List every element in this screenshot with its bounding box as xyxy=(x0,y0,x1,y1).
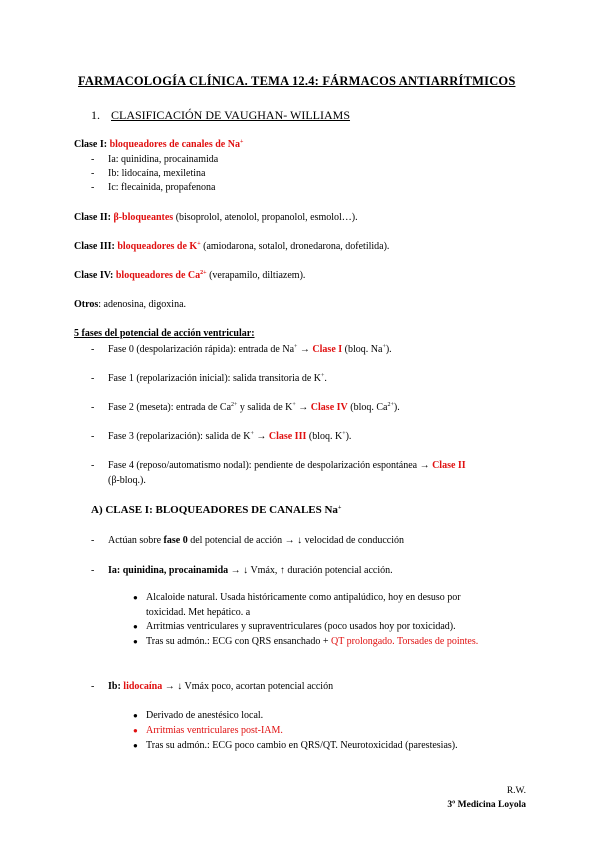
bullet-icon: ● xyxy=(133,622,138,631)
class-iii-desc: bloqueadores de K+ xyxy=(117,241,201,252)
ia-line: Ia: quinidina, procainamida → ↓ Vmáx, ↑ duración potencial acción. xyxy=(108,565,393,576)
section-1-heading xyxy=(91,108,350,123)
class-i-item: Ic: flecainida, propafenona xyxy=(108,182,216,193)
class-i-item: Ib: lidocaína, mexiletina xyxy=(108,168,206,179)
ia-bullet-cont: toxicidad. Met hepático. a xyxy=(146,607,251,618)
actuan-line: Actúan sobre fase 0 del potencial de acción → ↓ velocidad de conducción xyxy=(108,535,405,546)
document-title: FARMACOLOGÍA CLÍNICA. TEMA 12.4: FÁRMACOS ANTIARRÍTMICOS xyxy=(78,74,516,88)
section-1-label: CLASIFICACIÓN DE VAUGHAN- WILLIAMS xyxy=(111,108,351,122)
class-i-desc: bloqueadores de canales de Na+ xyxy=(109,139,244,150)
class-ii-label: Clase II: xyxy=(74,212,111,223)
ia-bullet: Alcaloide natural. Usada históricamente como antipalúdico, hoy en desuso por xyxy=(146,592,461,603)
bullet-icon: ● xyxy=(133,637,138,646)
ib-bullet: Arritmias ventriculares post-IAM. xyxy=(146,725,283,736)
class-iii-drugs: (amiodarona, sotalol, dronedarona, dofetilida). xyxy=(203,241,390,252)
bullet-icon: ● xyxy=(133,741,138,750)
otros-label: Otros xyxy=(74,299,99,310)
ib-bullet: Derivado de anestésico local. xyxy=(146,710,264,721)
section-1-number: 1. xyxy=(91,108,100,122)
class-i-line xyxy=(74,139,243,150)
ia-bullet: Arritmias ventriculares y supraventriculares (poco usados hoy por toxicidad). xyxy=(146,621,456,632)
ia-bullet: Tras su admón.: ECG con QRS ensanchado + QT prolongado. Torsades de pointes. xyxy=(146,636,479,647)
bullet-icon: ● xyxy=(133,593,138,602)
bullet-icon: ● xyxy=(133,711,138,720)
class-i-item: Ia: quinidina, procainamida xyxy=(108,154,219,165)
phase-1: Fase 1 (repolarización inicial): salida transitoria de K+. xyxy=(108,373,327,384)
ib-bullet: Tras su admón.: ECG poco cambio en QRS/QT. Neurotoxicidad (parestesias). xyxy=(146,740,458,751)
phase-0: Fase 0 (despolarización rápida): entrada de Na+ → Clase I (bloq. Na+). xyxy=(108,344,392,355)
section-a-heading: A) CLASE I: BLOQUEADORES DE CANALES Na+ xyxy=(91,504,342,516)
footer-author: R.W. xyxy=(506,786,526,796)
class-iv-drugs: (verapamilo, diltiazem). xyxy=(209,270,306,281)
phase-4: Fase 4 (reposo/automatismo nodal): pendiente de despolarización espontánea → Clase II xyxy=(108,460,466,471)
class-iv-label: Clase IV: xyxy=(74,270,114,281)
phase-4-cont: (β-bloq.). xyxy=(108,475,146,486)
class-iv-line xyxy=(74,270,305,281)
ib-line: Ib: lidocaína → ↓ Vmáx poco, acortan potencial acción xyxy=(108,681,334,692)
phase-3: Fase 3 (repolarización): salida de K+ → Clase III (bloq. K+). xyxy=(108,431,352,442)
bullet-icon: ● xyxy=(133,726,138,735)
class-iv-desc: bloqueadores de $Ca^{2+}$ xyxy=(115,270,207,281)
phases-heading: 5 fases del potencial de acción ventricular: xyxy=(74,328,255,339)
otros-line xyxy=(74,299,186,310)
class-ii-drugs: (bisoprolol, atenolol, propanolol, esmolol…). xyxy=(175,212,358,223)
phase-2: Fase 2 (meseta): entrada de $Ca^{2+}$ y salida de K+ → Clase IV (bloq. $Ca^{2+}$). xyxy=(108,402,400,413)
class-iii-line xyxy=(74,241,389,252)
class-ii-line xyxy=(74,212,358,223)
class-iii-label: Clase III: xyxy=(74,241,115,252)
class-ii-desc: β-bloqueantes xyxy=(113,212,174,223)
footer-course: 3º Medicina Loyola xyxy=(447,800,526,810)
class-i-label: Clase I: xyxy=(74,139,108,150)
otros-drugs: : adenosina, digoxina. xyxy=(98,299,187,310)
